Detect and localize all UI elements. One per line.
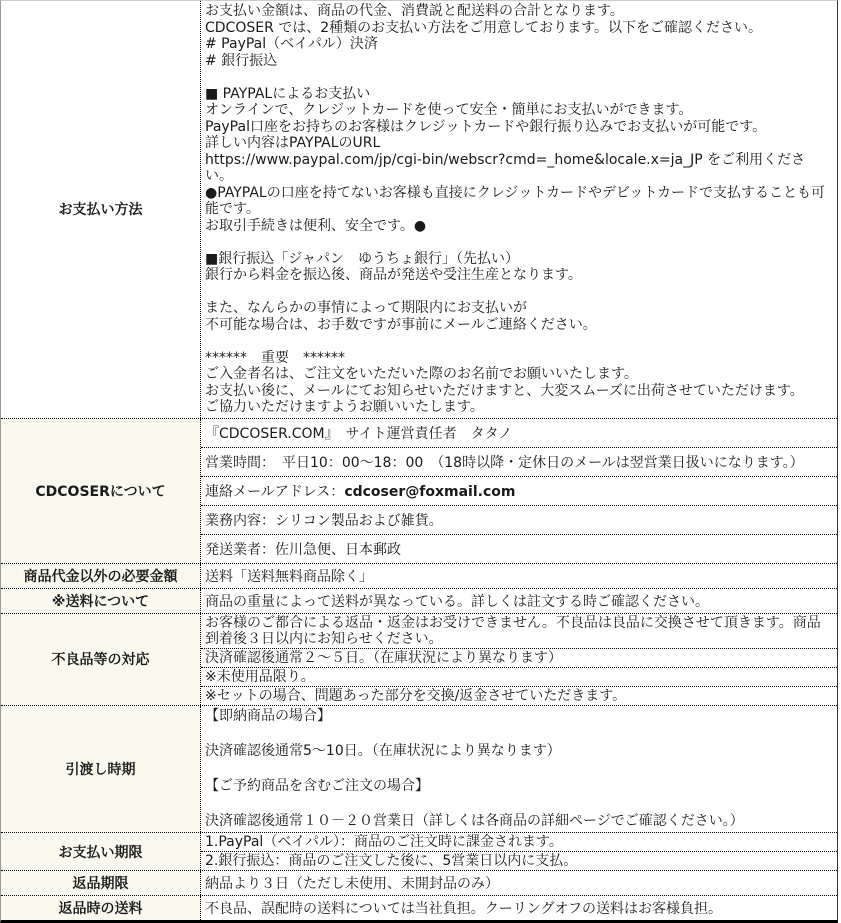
- business-hours-row: 営業時間： 平日10：00～18：00 （18時以降・定休日のメールは翌営業日扱いになります。）: [201, 447, 837, 476]
- defects-unused-only-row: ※未使用品限り。: [201, 667, 837, 686]
- text-line: ●PAYPALの口座を持てないお客様も直接にクレジットカードやデビットカードで支払することも可能です。: [205, 184, 825, 217]
- defective-items-content: [201, 614, 837, 705]
- text-line: 不可能な場合は、お手数ですが事前にメールご連絡ください。: [205, 316, 597, 333]
- blank-line: [205, 234, 833, 251]
- text-line: 銀行から料金を振込後、商品が発送や受注生産となります。: [205, 267, 582, 283]
- bank-transfer-deadline-row: 2.銀行振込：商品のご注文した後に、5営業日以内に支払。: [201, 851, 837, 870]
- return-shipping-label: 返品時の送料: [1, 896, 201, 920]
- contact-email-prefix: 連絡メールアドレス：: [205, 483, 345, 500]
- text-line: 詳しい内容はPAYPALのURL: [205, 135, 381, 151]
- return-deadline-label: 返品期限: [1, 871, 201, 895]
- row-defective-items: [1, 613, 837, 705]
- shipping-note-label: ※送料について: [1, 589, 201, 613]
- text-line: ■銀行振込「ジャパン ゆうちょ銀行」（先払い）: [205, 250, 519, 267]
- text-line: # PayPal（ベイパル）決済: [205, 36, 378, 52]
- text-line: PayPal口座をお持ちのお客様はクレジットカードや銀行振り込みでお支払いが可能です。: [205, 118, 767, 135]
- delivery-time-label: 引渡し時期: [1, 706, 201, 833]
- text-line: お取引手続きは便利、安全です。●: [205, 217, 427, 234]
- payment-deadline-content: [201, 833, 837, 870]
- row-shipping-note: [1, 588, 837, 613]
- paypal-url-line: https://www.paypal.com/jp/cgi-bin/webscr?cmd=_home&locale.x=ja_JP をご利用ください。: [205, 151, 806, 184]
- row-payment-deadline: [1, 832, 837, 870]
- paypal-deadline-row: 1.PayPal（ベイパル）：商品のご注文時に課金されます。: [205, 834, 563, 850]
- payment-method-label: お支払い方法: [1, 1, 201, 418]
- blank-line: [205, 284, 833, 301]
- return-shipping-content: 不良品、誤配時の送料については当社負担。クーリングオフの送料はお客様負担。: [205, 901, 723, 917]
- delivery-time-content: [201, 706, 837, 833]
- contact-email-address: cdcoser@foxmail.com: [344, 483, 516, 500]
- about-cdcoser-label: CDCOSERについて: [1, 419, 201, 563]
- blank-line: [205, 333, 833, 350]
- blank-line: [205, 795, 833, 813]
- defective-items-label: 不良品等の対応: [1, 614, 201, 705]
- text-line: 決済確認後通常5～10日。（在庫状況により異なります）: [205, 742, 561, 759]
- text-line: ご入金者名は、ご注文をいただいた際のお名前でお願いいたします。: [205, 366, 638, 382]
- text-line: 【ご予約商品を含むご注文の場合】: [205, 777, 429, 794]
- row-extra-fees: [1, 563, 837, 588]
- row-return-shipping: [1, 895, 837, 920]
- text-line: お支払い後に、メールにてお知らせいただけますと、大変スムーズに出荷させていただけます。: [205, 382, 804, 399]
- row-about-cdcoser: [1, 418, 837, 563]
- text-line: ■ PAYPALによるお支払い: [205, 85, 371, 102]
- text-line: 決済確認後通常１０－２０営業日（詳しくは各商品の詳細ページでご確認ください。）: [205, 812, 744, 829]
- contact-email-row: [201, 476, 837, 505]
- shipping-note-content: 商品の重量によって送料が異なっている。詳しくは註文する時ご確認ください。: [205, 593, 709, 610]
- defects-processing-time-row: 決済確認後通常２～５日。（在庫状況により異なります）: [201, 648, 837, 667]
- text-line: ご協力いただけますようお願いいたします。: [205, 399, 484, 415]
- row-delivery-time: [1, 705, 837, 833]
- text-line: 【即納商品の場合】: [205, 707, 331, 724]
- defects-policy-row: お客様のご都合による返品・返金はお受けできません。不良品は良品に交換させて頂きます。商品到着後３日以内にお知らせください。: [205, 614, 821, 647]
- row-return-deadline: [1, 870, 837, 895]
- payment-method-content: [201, 1, 837, 418]
- blank-line: [205, 725, 833, 743]
- return-deadline-content: 納品より３日（ただし未使用、未開封品のみ）: [205, 876, 499, 892]
- row-payment-method: [1, 1, 837, 418]
- text-line: お支払い金額は、商品の代金、消費説と配送料の合計となります。: [205, 3, 624, 19]
- text-line: # 銀行振込: [205, 52, 278, 69]
- blank-line: [205, 69, 833, 86]
- site-operator-row: 『CDCOSER.COM』 サイト運営責任者 タタノ: [205, 425, 513, 442]
- business-description-row: 業務内容：シリコン製品および雑貨。: [201, 505, 837, 534]
- about-cdcoser-content: [201, 419, 837, 563]
- extra-fees-label: 商品代金以外の必要金額: [1, 564, 201, 588]
- text-line: CDCOSER では、2種類のお支払い方法をご用意しております。以下をご確認ください。: [205, 19, 763, 36]
- text-line: また、なんらかの事情によって期限内にお支払いが: [205, 300, 527, 316]
- text-line: オンラインで、クレジットカードを使って安全・簡単にお支払いができます。: [205, 102, 693, 118]
- important-note-header: ****** 重要 ******: [205, 349, 345, 366]
- extra-fees-content: 送料「送料無料商品除く」: [205, 568, 373, 585]
- blank-line: [205, 760, 833, 778]
- payment-deadline-label: お支払い期限: [1, 833, 201, 870]
- defects-set-exchange-row: ※セットの場合、問題あった部分を交換/返金させていただきます。: [201, 686, 837, 705]
- shipping-carriers-row: 発送業者：佐川急便、日本郵政: [201, 534, 837, 563]
